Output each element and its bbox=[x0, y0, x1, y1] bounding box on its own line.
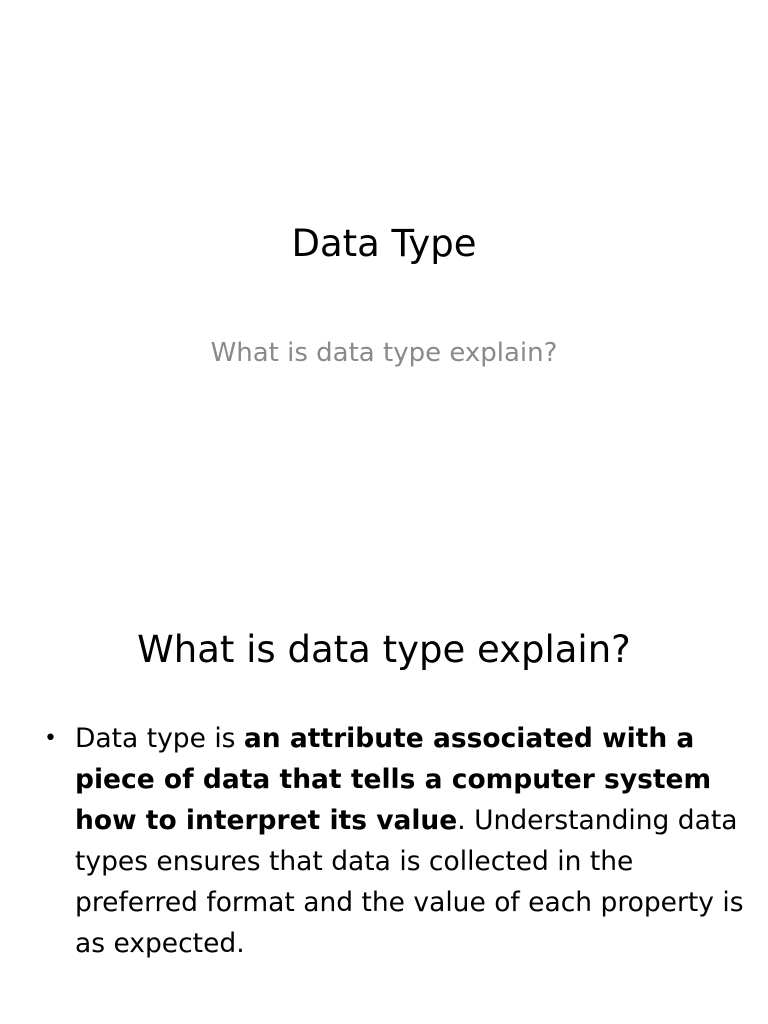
slide-body bbox=[44, 718, 744, 964]
slide-title: Data Type bbox=[291, 222, 477, 265]
bullet-icon: • bbox=[44, 726, 57, 751]
slide-heading: What is data type explain? bbox=[137, 628, 631, 671]
bullet-bold-text: an attribute associated with a piece of data that tells a computer system how to interpret its value bbox=[75, 723, 712, 836]
bullet-item bbox=[44, 718, 744, 964]
content-slide bbox=[0, 512, 768, 1024]
slide-subtitle: What is data type explain? bbox=[210, 338, 558, 368]
bullet-intro-text: Data type is bbox=[75, 723, 244, 754]
bullet-rest-text: . Understanding data types ensures that data is collected in the preferred format and the value of each property is as expected. bbox=[75, 805, 744, 959]
